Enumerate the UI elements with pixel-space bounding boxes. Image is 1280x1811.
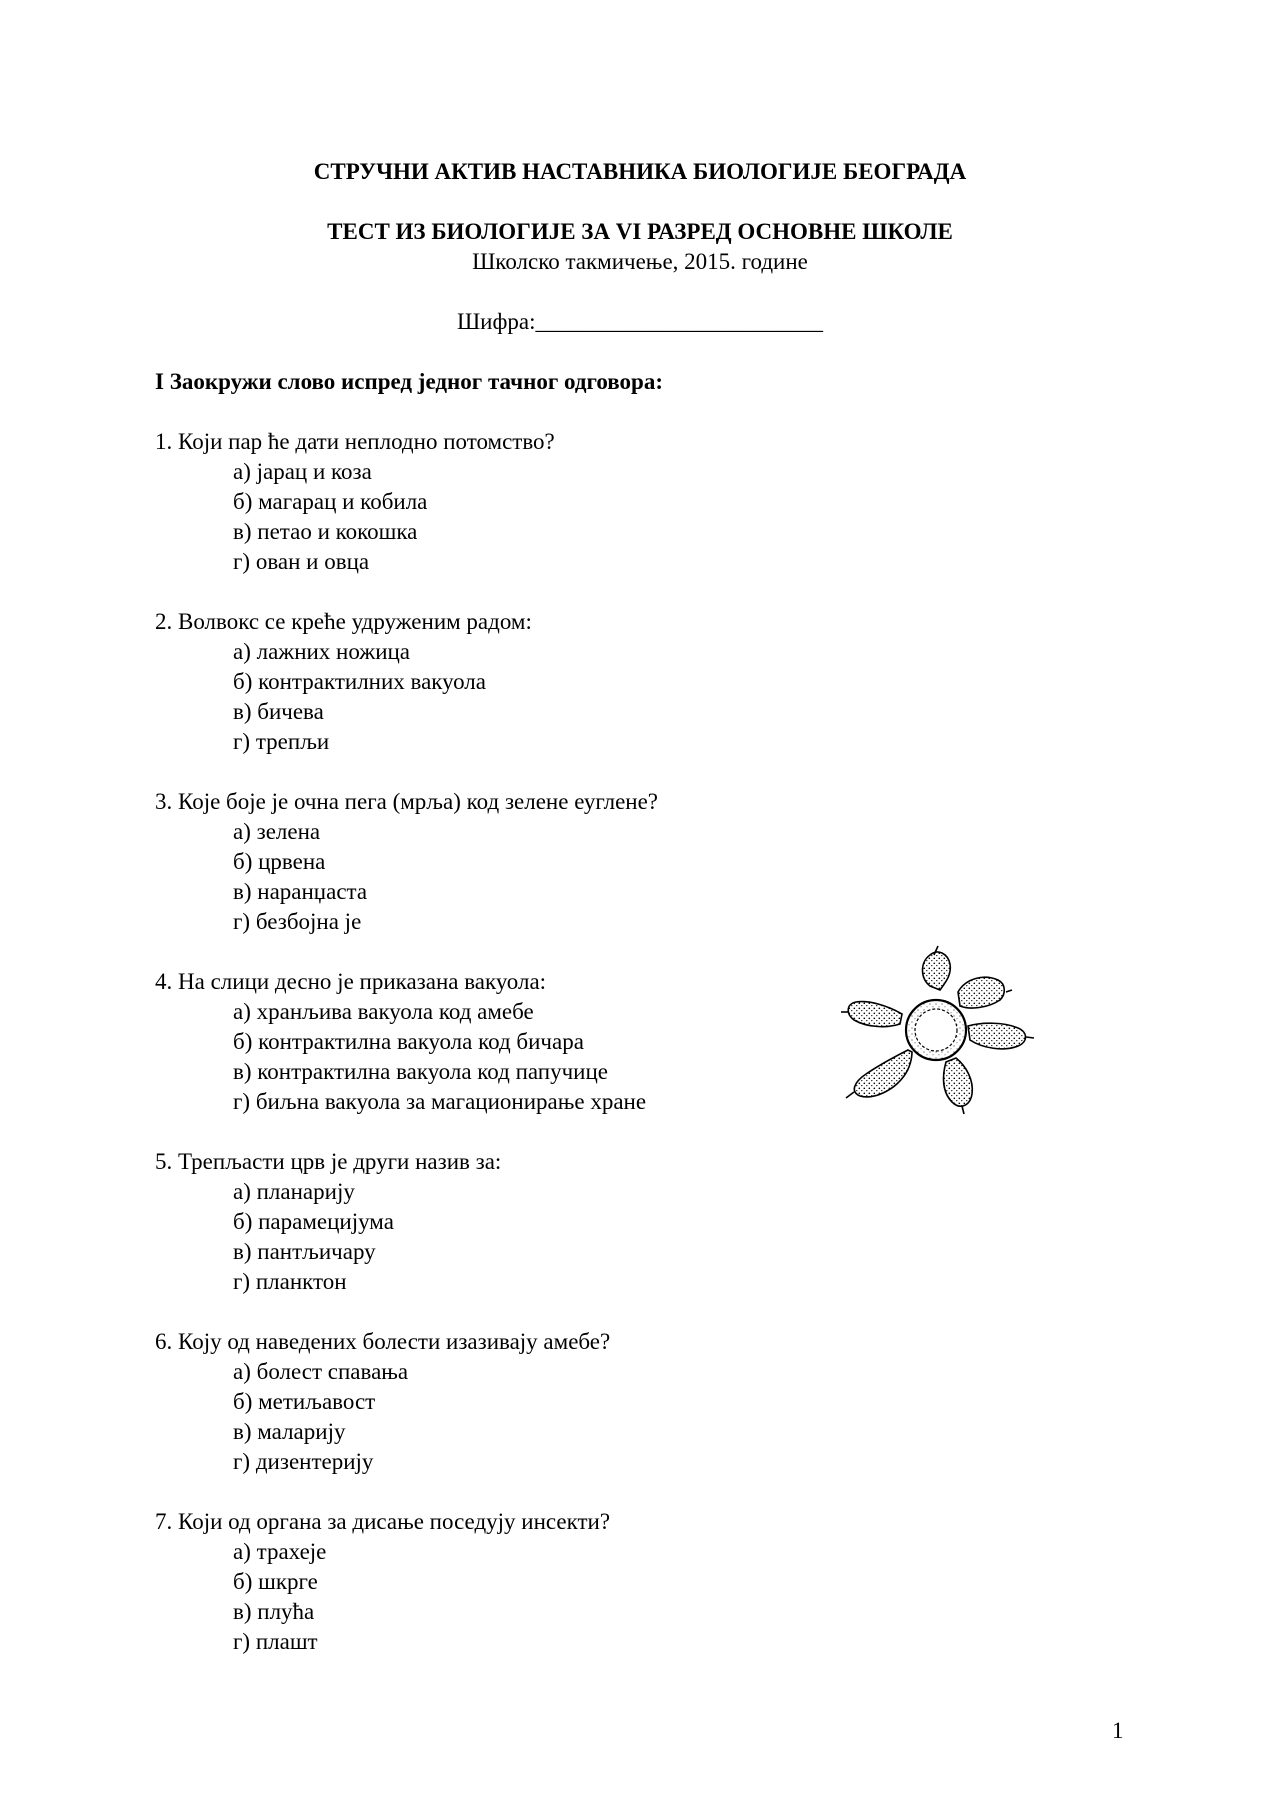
answer-options [155, 1357, 855, 1477]
answer-option: а) планарију [233, 1179, 355, 1204]
answer-option: б) шкрге [233, 1569, 318, 1594]
answer-options [155, 637, 855, 757]
answer-option: в) петао и кокошка [233, 519, 418, 544]
question-2 [155, 607, 855, 757]
answer-option: б) парамецијума [233, 1209, 394, 1234]
vacuole-illustration [838, 942, 1054, 1124]
question-6 [155, 1327, 855, 1477]
answer-options [155, 1177, 855, 1297]
answer-options [155, 997, 855, 1117]
answer-options [155, 457, 855, 577]
test-subtitle: Школско такмичење, 2015. године [472, 249, 808, 274]
answer-option: а) лажних ножица [233, 639, 411, 664]
answer-option: б) контрактилних вакуола [233, 669, 486, 694]
answer-option: г) трепљи [233, 729, 330, 754]
answer-option: б) контрактилна вакуола код бичара [233, 1029, 584, 1054]
answer-option: б) црвена [233, 849, 326, 874]
answer-option: в) маларију [233, 1419, 346, 1444]
answer-option: в) плућа [233, 1599, 315, 1624]
page-number: 1 [1112, 1718, 1124, 1743]
answer-option: а) зелена [233, 819, 321, 844]
questions-list [155, 427, 855, 1687]
answer-option: г) безбојна је [233, 909, 362, 934]
answer-option: б) метиљавост [233, 1389, 376, 1414]
answer-options [155, 1537, 855, 1657]
answer-option: в) пантљичару [233, 1239, 376, 1264]
answer-option: в) наранџаста [233, 879, 368, 904]
answer-option: а) хранљива вакуола код амебе [233, 999, 534, 1024]
section-title: I Заокружи слово испред једног тачног одговора: [155, 369, 664, 394]
answer-option: б) магарац и кобила [233, 489, 428, 514]
question-5 [155, 1147, 855, 1297]
question-text: 7. Који од органа за дисање поседују инсекти? [155, 1509, 611, 1534]
question-text: 5. Трепљасти црв је други назив за: [155, 1149, 502, 1174]
answer-option: в) контрактилна вакуола код папучице [233, 1059, 608, 1084]
question-text: 6. Коју од наведених болести изазивају амебе? [155, 1329, 611, 1354]
question-text: 4. На слици десно је приказана вакуола: [155, 969, 547, 994]
question-7 [155, 1507, 855, 1657]
question-text: 1. Који пар ће дати неплодно потомство? [155, 429, 555, 454]
answer-option: г) дизентерију [233, 1449, 374, 1474]
answer-option: г) ован и овца [233, 549, 370, 574]
answer-option: г) планктон [233, 1269, 347, 1294]
answer-option: а) трахеје [233, 1539, 327, 1564]
question-text: 3. Које боје је очна пега (мрља) код зелене еуглене? [155, 789, 659, 814]
answer-option: г) биљна вакуола за магационирање хране [233, 1089, 647, 1114]
answer-option: а) јарац и коза [233, 459, 372, 484]
question-1 [155, 427, 855, 577]
test-title: ТЕСТ ИЗ БИОЛОГИЈЕ ЗА VI РАЗРЕД ОСНОВНЕ ШКОЛЕ [327, 219, 953, 244]
answer-option: а) болест спавања [233, 1359, 409, 1384]
question-3 [155, 787, 855, 937]
contractile-vacuole-icon [838, 942, 1054, 1124]
organization-heading: СТРУЧНИ АКТИВ НАСТАВНИКА БИОЛОГИЈЕ БЕОГРАДА [313, 159, 967, 184]
answer-option: г) плашт [233, 1629, 318, 1654]
question-text: 2. Волвокс се креће удруженим радом: [155, 609, 532, 634]
answer-option: в) бичева [233, 699, 324, 724]
code-field: Шифра:_________________________ [456, 309, 823, 334]
answer-options [155, 817, 855, 937]
question-4 [155, 967, 855, 1117]
